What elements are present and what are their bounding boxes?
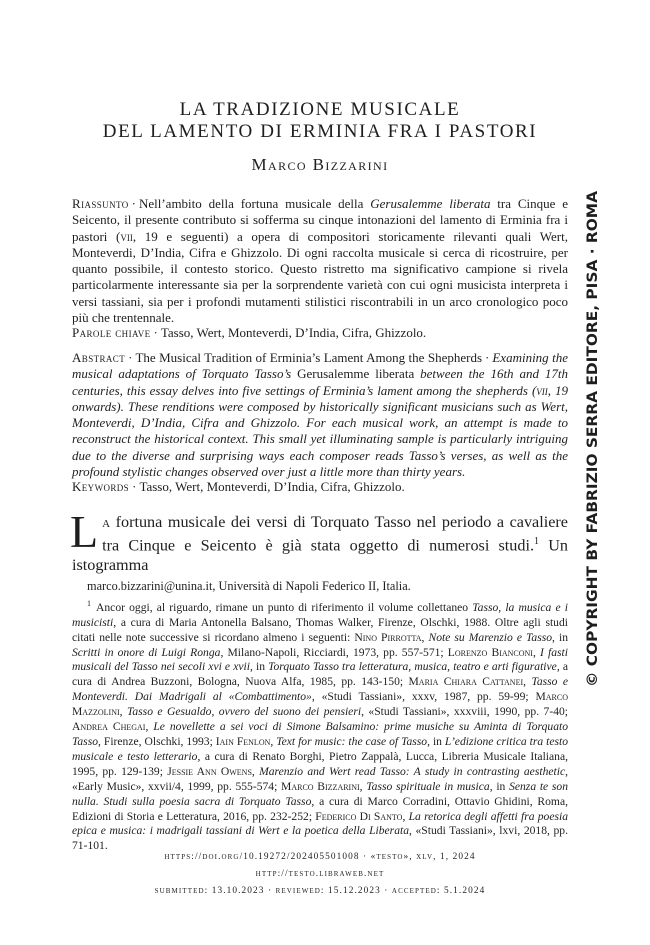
copyright-notice	[580, 187, 604, 689]
footnote-text: , «Early Music», xxvii/4, 1999, pp. 555-574;	[72, 764, 569, 793]
footnote-text: , in	[552, 630, 568, 644]
footnote-text: , in	[489, 779, 510, 793]
cited-title: Tasso, la musica e i musicisti	[72, 600, 568, 629]
abstract-text: , 19 onwards). These renditions were composed by historically significant musicians such as Wert, Monteverdi, D’India, Cifra and Ghizzolo. For each musical work, an attempt is made to reconstruct the historical context. This small yet illuminating sample is particularly intriguing due to the diverse and surprising ways each composer reads Tasso’s verses, as well as the profound stylistic changes observed over just a little more than thirty years.	[72, 382, 568, 480]
separator-dot: ·	[485, 350, 490, 365]
author-affiliation: marco.bizzarini@unina.it, Università di Napoli Federico II, Italia.	[87, 579, 411, 593]
footnote-text: , in	[427, 735, 445, 749]
cited-title: I fasti musicali del Tasso nei secoli xvi e xvii	[72, 645, 568, 674]
abstract-paragraph	[72, 350, 568, 480]
cited-title: Le novellette a sei voci di Simone Balsamino: prime musiche su Aminta di Torquato Tasso	[72, 720, 569, 749]
cited-title: La retorica degli affetti fra poesia epica e musica: i madrigali tassiani di Wert e la poetica della Liberata	[72, 809, 569, 838]
cited-title: Senza te son nulla. Studi sulla poesia sacra di Torquato Tasso	[72, 779, 568, 808]
cited-author: Lorenzo Bianconi	[447, 645, 533, 659]
separator-dot: ·	[131, 196, 136, 211]
article-title-line-1: LA TRADIZIONE MUSICALE	[179, 99, 461, 120]
keywords-line	[72, 479, 568, 495]
footnote-text: , «Studi Tassiani», lxvi, 2018, pp. 71-101.	[72, 824, 568, 853]
abstract-title: The Musical Tradition of Erminia’s Lament Among the Shepherds	[135, 350, 483, 365]
footnote-text: ,	[402, 809, 409, 823]
footnote-text: , Firenze, Olschki, 1993;	[98, 735, 216, 749]
body-text: Un istogramma	[72, 536, 568, 575]
footnote-mark: 1	[87, 599, 91, 608]
separator-dot: ·	[132, 479, 137, 494]
drop-cap: L	[70, 506, 99, 557]
riassunto-label: Riassunto	[72, 196, 129, 211]
cited-title: Marenzio and Wert read Tasso: A study in contrasting aesthetic	[259, 764, 566, 778]
riassunto-text: , 19 e seguenti) a opera di compositori storicamente rilevanti quali Wert, Monteverdi, D’India, Cifra e Ghizzolo. Di ogni raccolta musicale si cerca di ricostruire, per quanto possibile, il contesto storico. Questo ristretto ma significativo campione si rivela particolarmente interessante sia per la sorprendente varietà con cui ogni musicista interpreta i versi tassiani, sia per i profondi mutamenti stilistici riscontrabili in un arco cronologico poco più che trentennale.	[72, 228, 568, 326]
parole-chiave-text: Tasso, Wert, Monteverdi, D’India, Cifra, Ghizzolo.	[160, 325, 427, 340]
riassunto-text: Nell’ambito della fortuna musicale della	[138, 196, 371, 211]
doi-line[interactable]: https://doi.org/10.19272/202405501008 · «testo», xlv, 1, 2024	[164, 852, 476, 862]
body-text: fortuna musicale dei versi di Torquato Tasso nel periodo a cavaliere tra Cinque e Seicento è già stata oggetto di numerosi studi.	[102, 513, 568, 555]
footnote-text: ,	[119, 705, 127, 719]
cited-author: Nino Pirrotta	[354, 630, 422, 644]
cited-title: Tasso e Gesualdo, ovvero del suono dei pensieri	[126, 705, 362, 719]
work-title: Gerusalemme liberata	[297, 366, 415, 382]
canto-number: vii	[536, 382, 548, 398]
separator-dot: ·	[153, 325, 158, 340]
abstract-label: Abstract	[72, 350, 126, 365]
footnote-text: , «Studi Tassiani», xxxv, 1987, pp. 59-99;	[311, 690, 536, 704]
footnote-text: , Milano-Napoli, Ricciardi, 1973, pp. 557-571;	[220, 645, 448, 659]
footnote-text: ,	[421, 630, 429, 644]
parole-chiave-label: Parole chiave	[72, 325, 151, 340]
footnote-text: Ancor oggi, al riguardo, rimane un punto di riferimento il volume collettaneo	[96, 600, 473, 614]
separator-dot: ·	[128, 350, 133, 365]
footnote-text: , a cura di Renato Borghi, Pietro Zappalà, Lucca, Libreria Musicale Italiana, 1995, pp. 129-139;	[72, 749, 569, 778]
footnote-text: ,	[523, 675, 532, 689]
keywords-label: Keywords	[72, 479, 130, 494]
cited-author: Federico Di Santo	[315, 809, 403, 823]
article-title-line-2: DEL LAMENTO DI ERMINIA FRA I PASTORI	[102, 121, 538, 142]
cited-author: Marco Bizzarini	[281, 779, 360, 793]
journal-url[interactable]: http://testo.libraweb.net	[255, 869, 385, 879]
keywords-text: Tasso, Wert, Monteverdi, D’India, Cifra, Ghizzolo.	[139, 479, 405, 494]
cited-author: Jessie Ann Owens	[167, 764, 252, 778]
body-paragraph	[70, 506, 568, 575]
cited-title: L’edizione critica tra testo musicale e testo letterario	[72, 735, 568, 763]
author-name: Marco Bizzarini	[251, 155, 389, 174]
cited-author: Iain Fenlon	[215, 735, 271, 749]
cited-title: Text for music: the case of Tasso	[276, 735, 428, 749]
footnote-text: , in	[249, 660, 269, 674]
footnote-text: ,	[251, 764, 260, 778]
cited-title: Tasso e Monteverdi. Dai Madrigali al «Combattimento»	[72, 675, 568, 704]
cited-title: Note su Marenzio e Tasso	[428, 630, 553, 644]
abstract-text: between the 16th and 17th centuries, this essay delves into five settings of Erminia’s lament among the shepherds (	[72, 366, 568, 398]
cited-author: Maria Chiara Cattanei	[408, 675, 524, 689]
riassunto-paragraph	[72, 196, 568, 326]
footnote-reference[interactable]: 1	[534, 536, 540, 547]
footnote-text: ,	[270, 735, 277, 749]
footnote-text: ,	[359, 779, 367, 793]
footnote-text: ,	[532, 645, 541, 659]
cited-author: Andrea Chegai	[72, 720, 146, 734]
footnote-text: , a cura di Maria Antonella Balsano, Thomas Walker, Firenze, Olschki, 1988. Oltre agli studi citati nelle note successive si ricordano almeno i seguenti:	[72, 615, 568, 644]
cited-author: Marco Mazzolini	[72, 690, 568, 719]
review-dates: submitted: 13.10.2023 · reviewed: 15.12.2023 · accepted: 5.1.2024	[154, 886, 486, 896]
first-word-rest: a	[102, 513, 111, 531]
footnote-text: , a cura di Andrea Buzzoni, Bologna, Nuova Alfa, 1985, pp. 143-150;	[72, 660, 569, 689]
parole-chiave-line	[72, 325, 568, 341]
cited-title: Scritti in onore di Luigi Ronga	[72, 645, 221, 659]
abstract-text: Examining the musical adaptations of Torquato Tasso’s	[72, 350, 568, 382]
work-title: Gerusalemme liberata	[370, 196, 491, 211]
footnote-text: , «Studi Tassiani», xxxviii, 1990, pp. 7-40;	[361, 705, 569, 719]
riassunto-text: tra Cinque e Seicento, il presente contributo si sofferma su cinque intonazioni del lamento di Erminia fra i pastori (	[72, 196, 568, 244]
copyright-text: © COPYRIGHT BY FABRIZIO SERRA EDITORE, PISA · ROMA	[585, 219, 601, 687]
footnote-1	[72, 597, 568, 854]
footnote-text: ,	[145, 720, 154, 734]
cited-title: Torquato Tasso tra letteratura, musica, teatro e arti figurative	[268, 660, 557, 674]
canto-number: vii	[120, 228, 133, 244]
cited-title: Tasso spirituale in musica	[366, 779, 490, 793]
footnote-text: , a cura di Marco Corradini, Ottavio Ghidini, Roma, Edizioni di Storia e Letteratura, 2016, pp. 232-252;	[72, 794, 568, 823]
